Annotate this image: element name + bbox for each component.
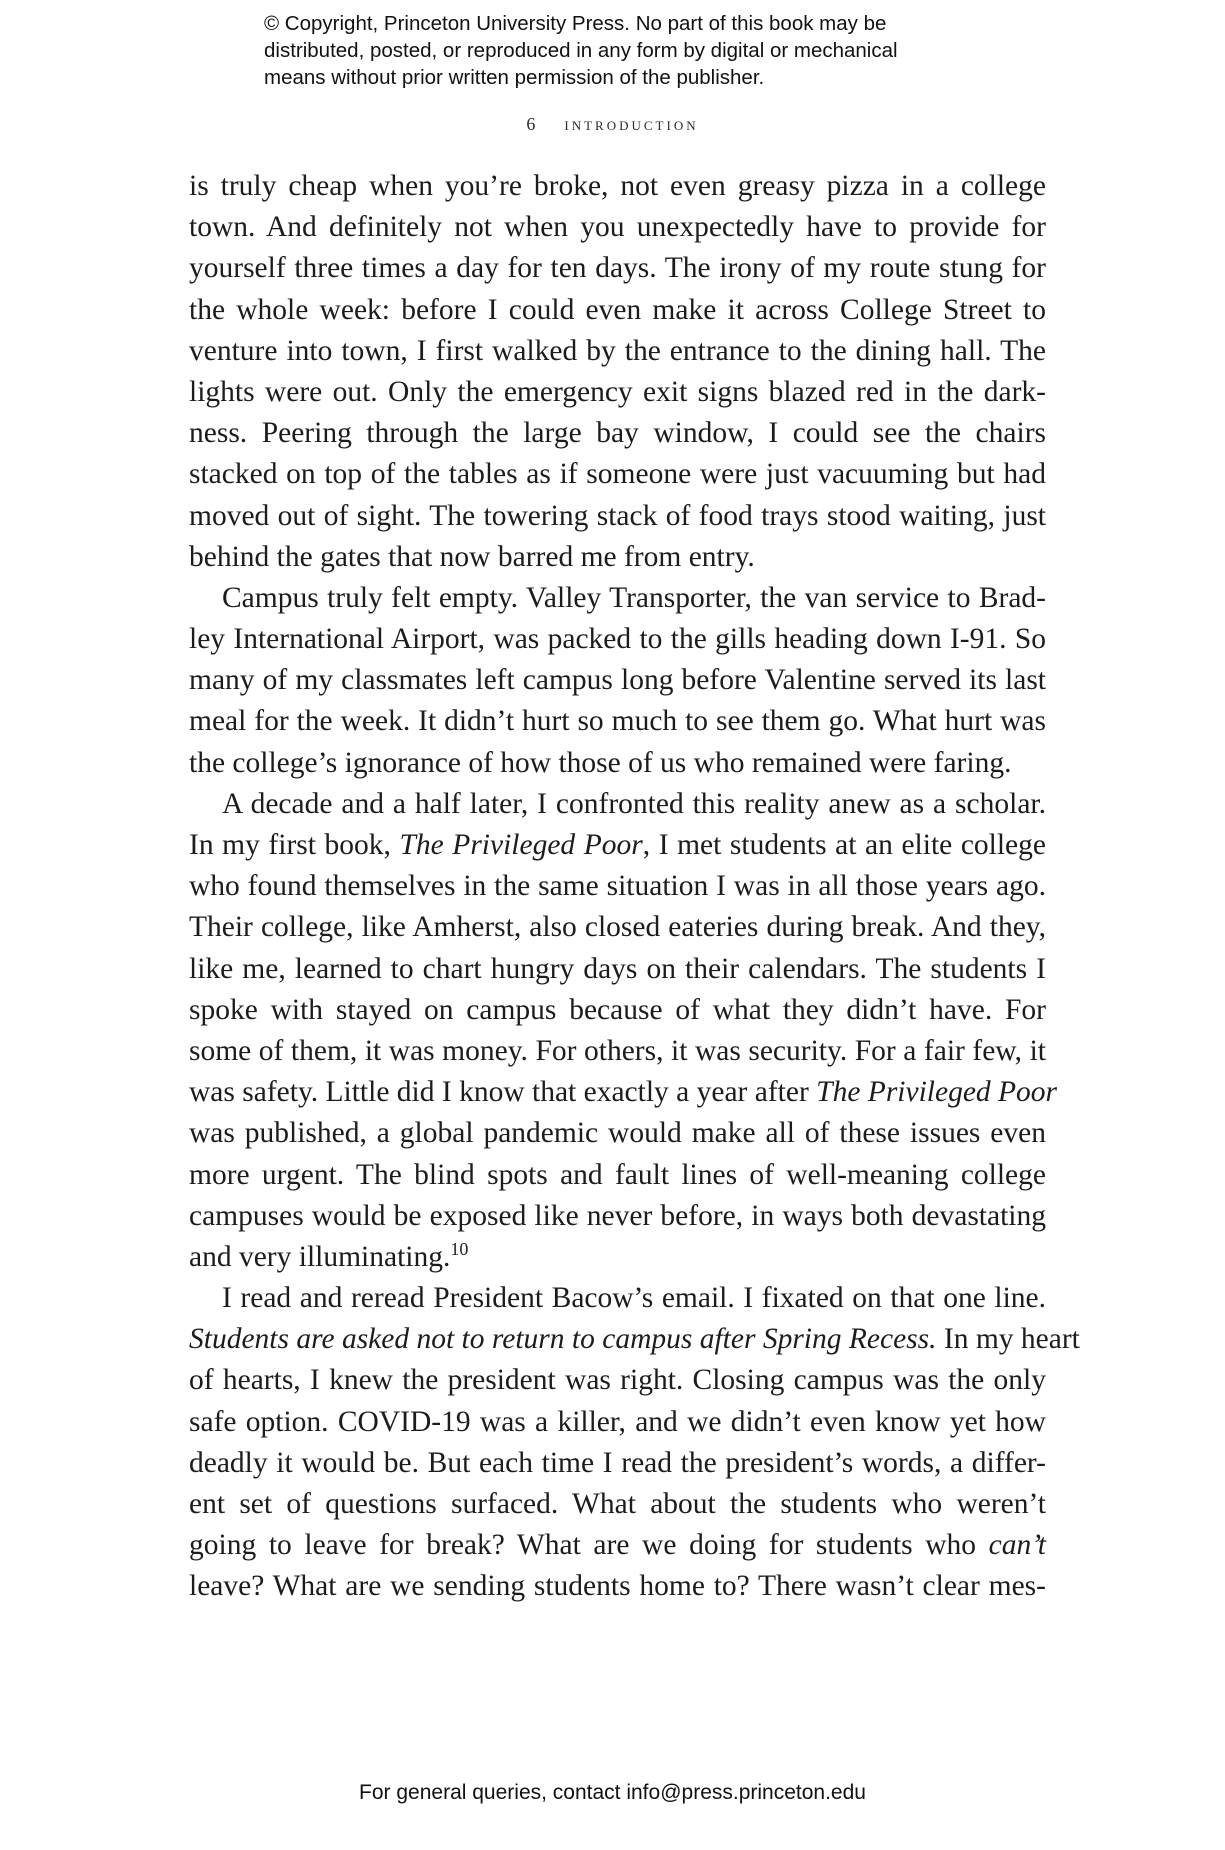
emphasis: can’t: [988, 1529, 1046, 1562]
text-line: town. And definitely not when you unexpectedly have to provide for: [189, 211, 1046, 244]
copyright-line: means without prior written permission of the publisher.: [264, 66, 765, 89]
text-line: was published, a global pandemic would make all of these issues even: [189, 1117, 1046, 1150]
text-line: behind the gates that now barred me from entry.: [189, 540, 755, 573]
text-line: stacked on top of the tables as if someone were just vacuuming but had: [189, 458, 1046, 491]
copyright-notice: [264, 10, 984, 91]
text-line: like me, learned to chart hungry days on their calendars. The students I: [189, 952, 1046, 985]
text-line: lights were out. Only the emergency exit signs blazed red in the dark-: [189, 375, 1046, 408]
text-run: In my heart: [936, 1323, 1080, 1356]
text-line: spoke with stayed on campus because of what they didn’t have. For: [189, 993, 1046, 1026]
text-line: ley International Airport, was packed to the gills heading down I-91. So: [189, 623, 1046, 656]
text-line: venture into town, I first walked by the entrance to the dining hall. The: [189, 334, 1046, 367]
text-line: Campus truly felt empty. Valley Transporter, the van service to Brad-: [222, 581, 1046, 614]
book-title: The Privileged Poor: [816, 1076, 1058, 1109]
text-line: the whole week: before I could even make it across College Street to: [189, 293, 1046, 326]
text-line: [189, 1525, 1046, 1566]
page-number: 6: [526, 114, 536, 134]
text-run: going to leave for break? What are we doing for students who: [189, 1529, 989, 1562]
text-line: [189, 1072, 1058, 1113]
text-line: Their college, like Amherst, also closed eateries during break. And they,: [189, 911, 1046, 944]
text-line: A decade and a half later, I confronted this reality anew as a scholar.: [222, 787, 1046, 820]
text-line: who found themselves in the same situation I was in all those years ago.: [189, 870, 1046, 903]
text-line: many of my classmates left campus long before Valentine served its last: [189, 664, 1046, 697]
text-line: some of them, it was money. For others, it was security. For a fair few, it: [189, 1034, 1046, 1067]
text-line: more urgent. The blind spots and fault lines of well-meaning college: [189, 1158, 1046, 1191]
text-line: is truly cheap when you’re broke, not even greasy pizza in a college: [189, 170, 1046, 202]
body-text: [189, 166, 1080, 1608]
text-line: [189, 1319, 1080, 1360]
text-line: I read and reread President Bacow’s email. I fixated on that one line.: [222, 1282, 1046, 1315]
text-line: the college’s ignorance of how those of us who remained were faring.: [189, 746, 1012, 779]
footnote-reference: 10: [450, 1239, 469, 1260]
copyright-line: © Copyright, Princeton University Press. No part of this book may be: [264, 12, 887, 35]
text-line: ness. Peering through the large bay window, I could see the chairs: [189, 417, 1046, 450]
copyright-line: distributed, posted, or reproduced in any form by digital or mechanical: [264, 39, 898, 62]
text-line: ent set of questions surfaced. What about the students who weren’t: [189, 1488, 1046, 1520]
text-line: deadly it would be. But each time I read the president’s words, a differ-: [189, 1446, 1046, 1479]
text-run: was safety. Little did I know that exactly a year after: [189, 1076, 817, 1109]
text-line: campuses would be exposed like never before, in ways both devastating: [189, 1199, 1046, 1232]
text-run: In my first book,: [189, 829, 400, 861]
quoted-email-line: Students are asked not to return to campus after Spring Recess.: [189, 1323, 937, 1356]
text-run: and very illuminating.: [189, 1240, 451, 1273]
text-line: meal for the week. It didn’t hurt so much to see them go. What hurt was: [189, 705, 1046, 738]
footer-contact: For general queries, contact info@press.princeton.edu: [359, 1781, 866, 1804]
text-line: [189, 1237, 1046, 1278]
text-line: yourself three times a day for ten days. The irony of my route stung for: [189, 252, 1046, 285]
running-head: [0, 114, 1225, 135]
text-line: safe option. COVID-19 was a killer, and we didn’t even know yet how: [189, 1405, 1046, 1438]
text-line: moved out of sight. The towering stack of food trays stood waiting, just: [189, 499, 1046, 532]
section-title: introduction: [564, 114, 699, 134]
text-line: of hearts, I knew the president was right. Closing campus was the only: [189, 1364, 1046, 1397]
book-title: The Privileged Poor: [399, 829, 643, 861]
text-line: leave? What are we sending students home to? There wasn’t clear mes-: [189, 1570, 1046, 1603]
text-run: , I met students at an elite college: [642, 829, 1046, 861]
text-line: [189, 825, 1046, 866]
